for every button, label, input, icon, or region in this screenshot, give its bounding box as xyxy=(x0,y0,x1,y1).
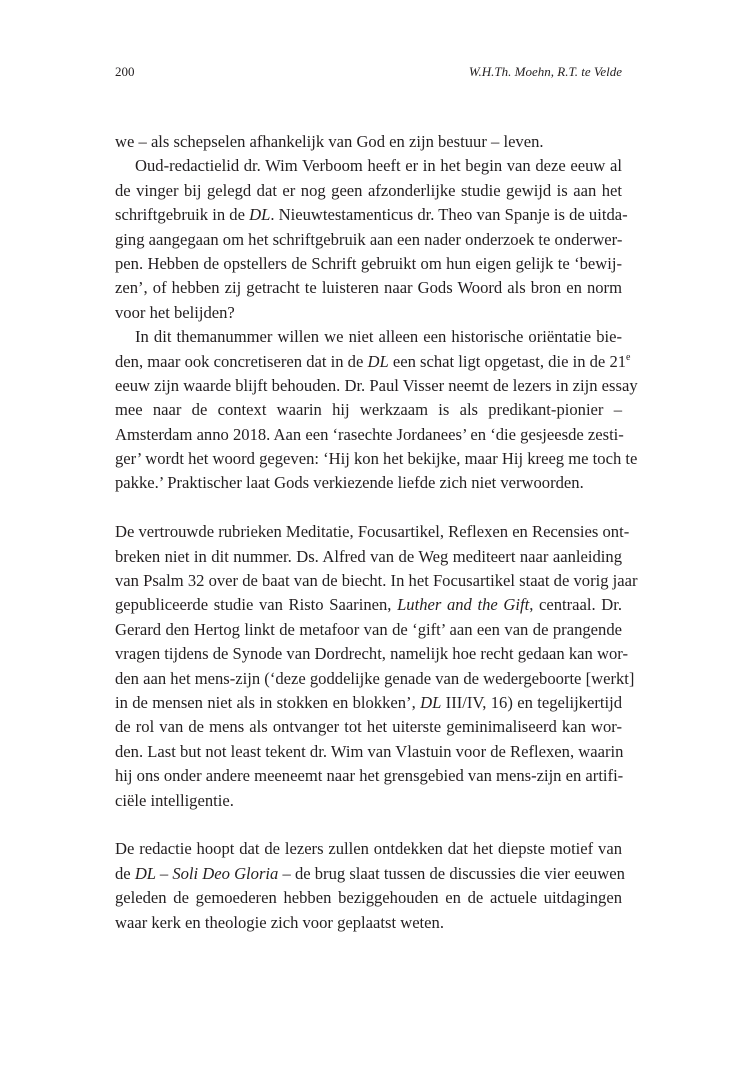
text-line: In dit themanummer willen we niet alleen een historische oriëntatie bie- xyxy=(135,327,622,347)
text-line: breken niet in dit nummer. Ds. Alfred van de Weg mediteert naar aanleiding xyxy=(115,546,622,566)
text-line xyxy=(115,593,622,617)
text-line: ciële intelligentie. xyxy=(115,790,234,810)
superscript: e xyxy=(626,351,631,363)
text-line: de vinger bij gelegd dat er nog geen afzonderlijke studie gewijd is aan het xyxy=(115,180,622,200)
text-line: Amsterdam anno 2018. Aan een ‘rasechte Jordanees’ en ‘die gesjeesde zesti- xyxy=(115,424,624,444)
text-line: Oud-redactielid dr. Wim Verboom heeft er in het begin van deze eeuw al xyxy=(135,156,622,176)
text-run: . Nieuwtestamenticus dr. Theo van Spanje is de uitda- xyxy=(270,205,628,225)
text-run: gepubliceerde studie van Risto Saarinen, xyxy=(115,595,398,615)
text-line xyxy=(115,862,625,886)
paragraph-3 xyxy=(115,325,638,496)
text-run: in de mensen niet als in stokken en blokken’, xyxy=(115,692,421,712)
text-line: den aan het mens-zijn (‘deze goddelijke genade van de wedergeboorte [werkt] xyxy=(115,668,635,688)
paragraph-4 xyxy=(115,520,638,813)
text-line: voor het belijden? xyxy=(115,302,235,322)
text-line: zen’, of hebben zij getracht te luisteren naar Gods Woord als bron en norm xyxy=(115,278,622,298)
paragraph-gap xyxy=(115,496,622,520)
text-line xyxy=(115,350,631,374)
running-header xyxy=(115,62,622,82)
italic-abbreviation: DL xyxy=(420,692,442,712)
text-line: we – als schepselen afhankelijk van God en zijn bestuur – leven. xyxy=(115,132,544,151)
paragraph-5 xyxy=(115,837,625,935)
text-line: pakke.’ Praktischer laat Gods verkiezende liefde zich niet verwoorden. xyxy=(115,473,584,493)
text-line: hij ons onder andere meeneemt naar het grensgebied van mens-zijn en artifi- xyxy=(115,766,624,786)
text-line: waar kerk en theologie zich voor geplaatst weten. xyxy=(115,912,444,932)
text-line: De redactie hoopt dat de lezers zullen ontdekken dat het diepste motief van xyxy=(115,839,622,859)
text-line: Gerard den Hertog linkt de metafoor van de ‘gift’ aan een van de prangende xyxy=(115,619,622,639)
italic-abbreviation: DL xyxy=(249,205,271,225)
text-line: vragen tijdens de Synode van Dordrecht, namelijk hoe recht gedaan kan wor- xyxy=(115,644,628,664)
paragraph-gap xyxy=(115,813,622,837)
italic-phrase: DL – Soli Deo Gloria xyxy=(134,863,279,883)
text-line: ging aangegaan om het schriftgebruik aan een nader onderzoek te onderwer- xyxy=(115,229,623,249)
text-run: III/IV, 16) en tegelijkertijd xyxy=(441,692,622,712)
text-line: pen. Hebben de opstellers de Schrift gebruikt om hun eigen gelijk te ‘bewij- xyxy=(115,253,622,273)
body-text xyxy=(115,130,638,935)
text-run: den, maar ook concretiseren dat in de xyxy=(115,351,368,371)
text-run: , centraal. Dr. xyxy=(529,595,623,615)
italic-book-title: Luther and the Gift xyxy=(397,595,530,615)
text-run: – de brug slaat tussen de discussies die vier eeuwen xyxy=(278,863,625,883)
text-line xyxy=(115,203,628,227)
text-line: mee naar de context waarin hij werkzaam is als predikant-pionier – xyxy=(115,400,622,420)
running-head-authors: W.H.Th. Moehn, R.T. te Velde xyxy=(468,64,622,79)
text-line: De vertrouwde rubrieken Meditatie, Focusartikel, Reflexen en Recensies ont- xyxy=(115,522,630,542)
paragraph-2 xyxy=(115,154,628,325)
text-line: den. Last but not least tekent dr. Wim van Vlastuin voor de Reflexen, waarin xyxy=(115,741,624,761)
text-line: van Psalm 32 over de baat van de biecht. In het Focusartikel staat de vorig jaar xyxy=(115,571,638,591)
text-run: schriftgebruik in de xyxy=(115,205,250,225)
text-run: een schat ligt opgetast, die in de 21 xyxy=(388,351,627,371)
text-line: ger’ wordt het woord gegeven: ‘Hij kon het bekijke, maar Hij kreeg me toch te xyxy=(115,449,638,469)
text-line xyxy=(115,691,622,715)
text-line: eeuw zijn waarde blijft behouden. Dr. Paul Visser neemt de lezers in zijn essay xyxy=(115,375,638,395)
page-number: 200 xyxy=(115,64,135,79)
text-line: de rol van de mens als ontvanger tot het uiterste geminimaliseerd kan wor- xyxy=(115,717,622,737)
text-run: de xyxy=(115,863,135,883)
text-line: geleden de gemoederen hebben beziggehouden en de actuele uitdagingen xyxy=(115,888,622,908)
italic-abbreviation: DL xyxy=(367,351,389,371)
paragraph-1 xyxy=(115,130,622,154)
